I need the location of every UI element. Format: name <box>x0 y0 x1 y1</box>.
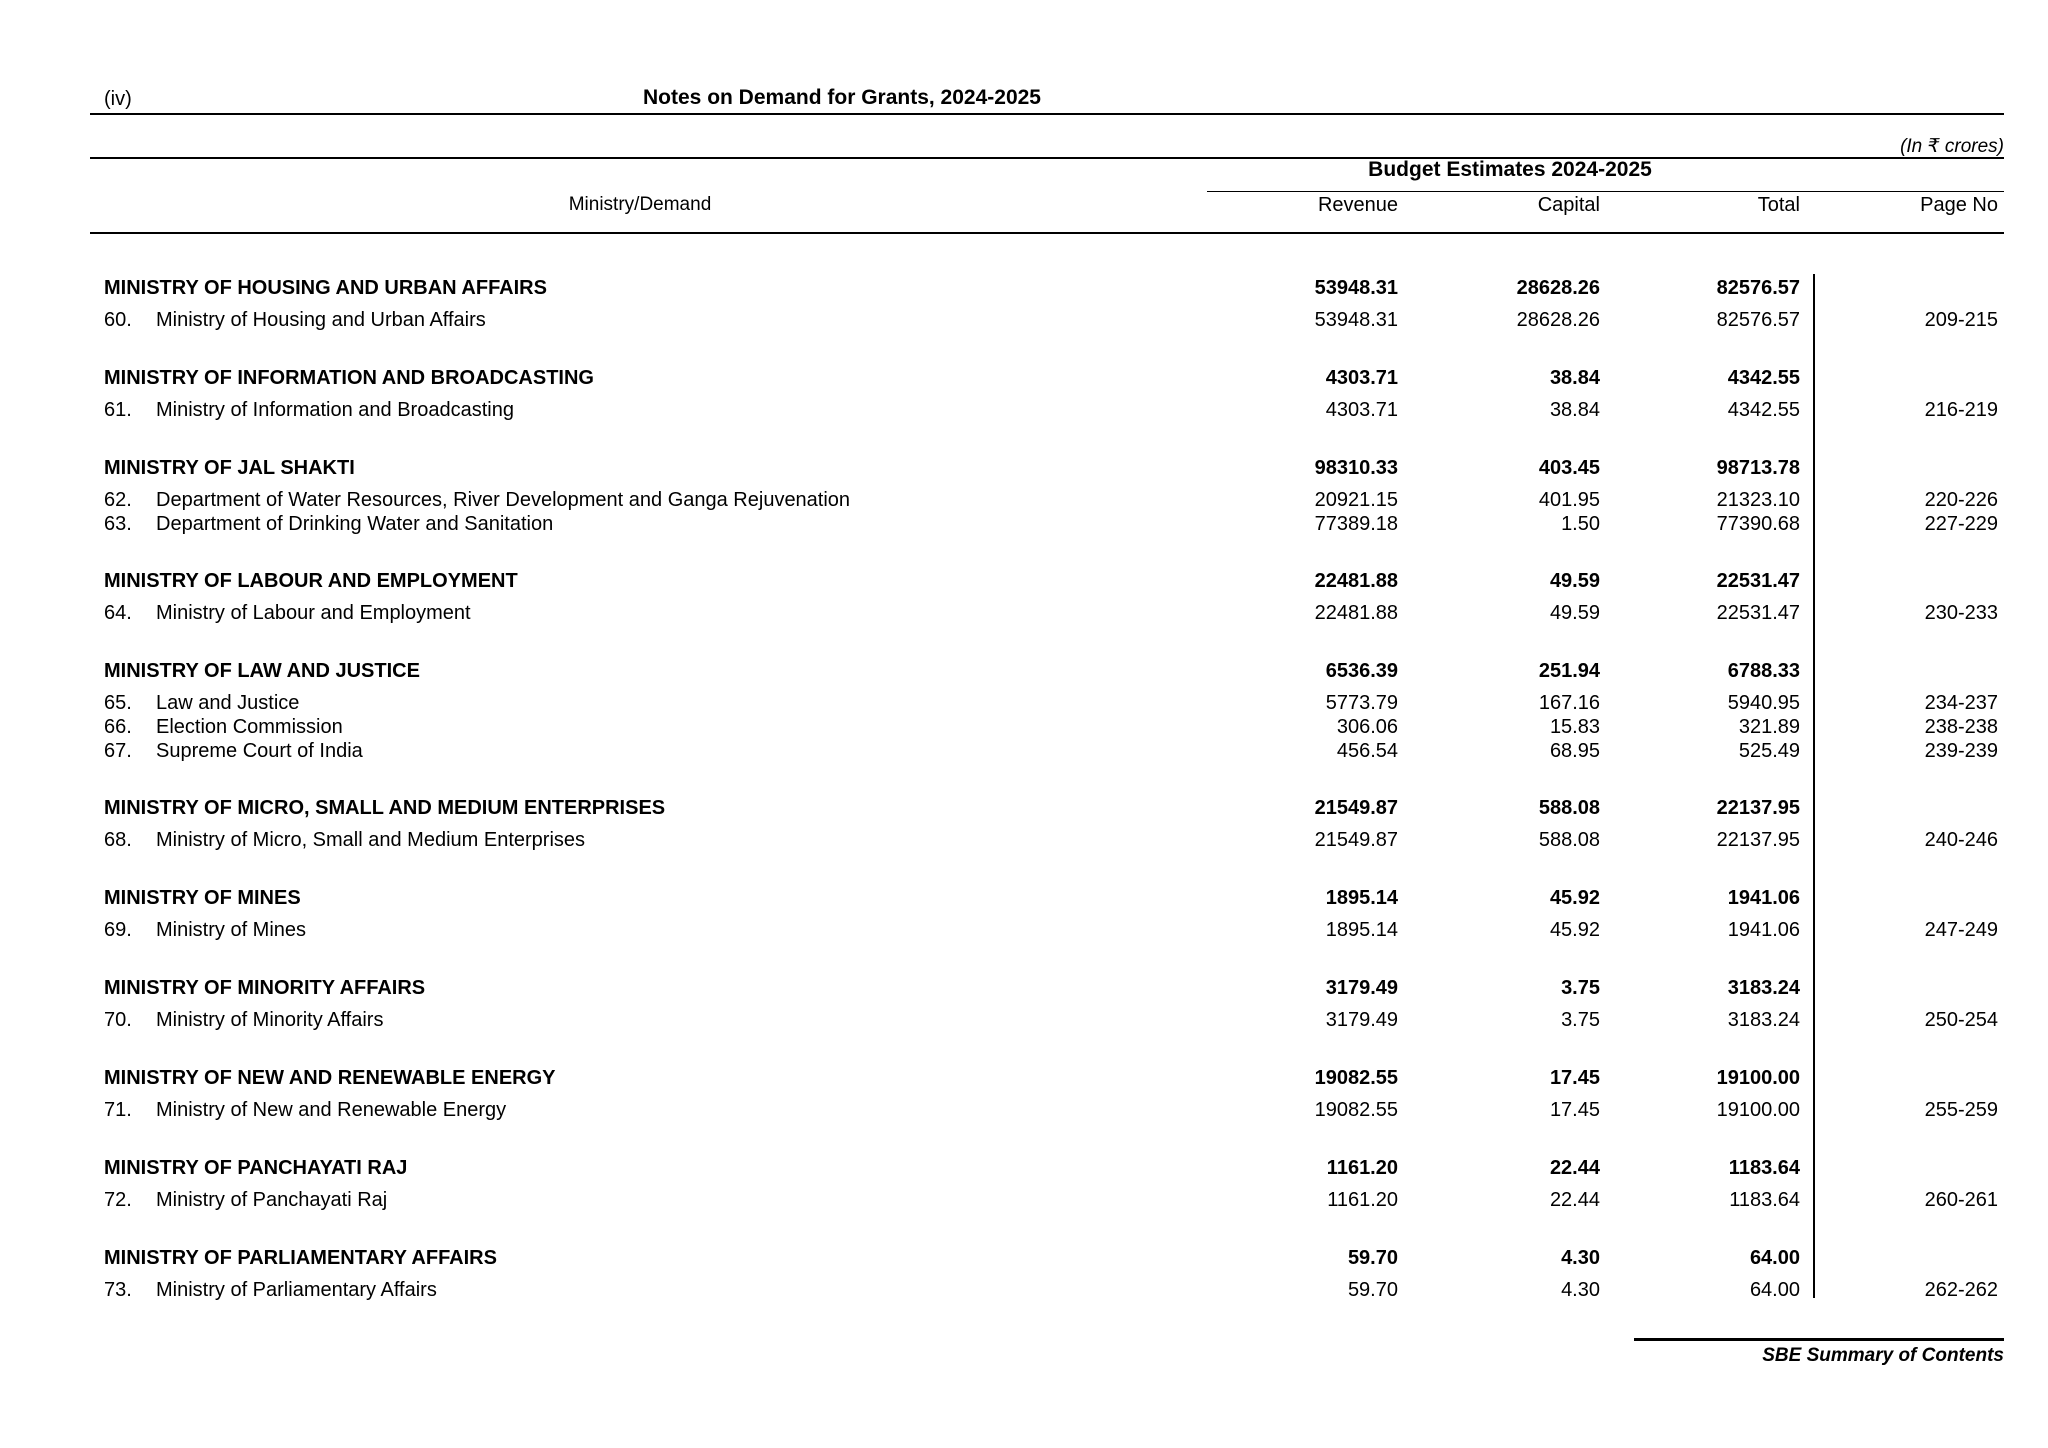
budget-estimates-heading: Budget Estimates 2024-2025 <box>1368 158 1652 181</box>
ministry-title: MINISTRY OF LAW AND JUSTICE <box>104 660 420 682</box>
ministry-title: MINISTRY OF INFORMATION AND BROADCASTING <box>104 367 594 389</box>
demand-revenue: 456.54 <box>1336 740 1398 762</box>
ministry-total: 1941.06 <box>1727 887 1800 909</box>
demand-page-no: 247-249 <box>1924 919 1998 941</box>
demand-name: Ministry of Parliamentary Affairs <box>156 1279 437 1301</box>
demand-row <box>0 511 2048 537</box>
demand-capital: 17.45 <box>1549 1099 1600 1121</box>
demand-page-no: 216-219 <box>1924 399 1998 421</box>
ministry-revenue: 59.70 <box>1347 1247 1398 1269</box>
demand-revenue: 4303.71 <box>1325 399 1398 421</box>
ministry-total: 1183.64 <box>1728 1157 1800 1179</box>
demand-capital: 4.30 <box>1561 1279 1600 1301</box>
ministry-row <box>0 658 2048 684</box>
demand-capital: 22.44 <box>1549 1189 1600 1211</box>
ministry-revenue: 3179.49 <box>1325 977 1398 999</box>
demand-total: 19100.00 <box>1716 1099 1800 1121</box>
demand-revenue: 1895.14 <box>1325 919 1398 941</box>
demand-row <box>0 1277 2048 1303</box>
demand-capital: 588.08 <box>1538 829 1600 851</box>
demand-page-no: 209-215 <box>1924 309 1998 331</box>
demand-row <box>0 600 2048 626</box>
demand-page-no: 255-259 <box>1924 1099 1998 1121</box>
demand-row <box>0 690 2048 716</box>
demand-page-no: 239-239 <box>1924 740 1998 762</box>
demand-name: Department of Water Resources, River Development and Ganga Rejuvenation <box>156 489 851 511</box>
title-rule <box>90 113 2004 115</box>
ministry-title: MINISTRY OF HOUSING AND URBAN AFFAIRS <box>104 277 547 299</box>
ministry-revenue: 22481.88 <box>1314 570 1398 592</box>
ministry-revenue: 98310.33 <box>1314 457 1398 479</box>
demand-revenue: 53948.31 <box>1314 309 1398 331</box>
demand-name: Ministry of New and Renewable Energy <box>156 1099 507 1121</box>
ministry-row <box>0 975 2048 1001</box>
demand-total: 22531.47 <box>1716 602 1800 624</box>
demand-name: Supreme Court of India <box>156 740 363 762</box>
demand-page-no: 227-229 <box>1924 513 1998 535</box>
total-header: Total <box>1757 194 1800 216</box>
ministry-revenue: 53948.31 <box>1314 277 1398 299</box>
demand-number: 69. <box>104 919 132 941</box>
demand-capital: 45.92 <box>1549 919 1600 941</box>
demand-row <box>0 1007 2048 1033</box>
ministry-total: 3183.24 <box>1727 977 1800 999</box>
ministry-total: 19100.00 <box>1716 1067 1800 1089</box>
demand-number: 66. <box>104 716 132 738</box>
demand-revenue: 20921.15 <box>1314 489 1398 511</box>
demand-revenue: 5773.79 <box>1325 692 1398 714</box>
ministry-total: 4342.55 <box>1727 367 1800 389</box>
demand-capital: 3.75 <box>1561 1009 1600 1031</box>
demand-capital: 28628.26 <box>1516 309 1600 331</box>
demand-total: 64.00 <box>1749 1279 1800 1301</box>
ministry-revenue: 1895.14 <box>1325 887 1398 909</box>
ministry-row <box>0 365 2048 391</box>
demand-number: 65. <box>104 692 132 714</box>
demand-number: 63. <box>104 513 132 535</box>
demand-number: 61. <box>104 399 132 421</box>
ministry-total: 22137.95 <box>1716 797 1800 819</box>
ministry-title: MINISTRY OF MINORITY AFFAIRS <box>104 977 426 999</box>
demand-capital: 38.84 <box>1549 399 1600 421</box>
ministry-revenue: 4303.71 <box>1325 367 1398 389</box>
demand-page-no: 262-262 <box>1924 1279 1998 1301</box>
ministry-row <box>0 795 2048 821</box>
demand-total: 4342.55 <box>1727 399 1800 421</box>
footer-link[interactable]: SBE Summary of Contents <box>1762 1345 2004 1366</box>
demand-page-no: 238-238 <box>1924 716 1998 738</box>
demand-total: 321.89 <box>1738 716 1800 738</box>
ministry-row <box>0 455 2048 481</box>
demand-capital: 167.16 <box>1538 692 1600 714</box>
demand-page-no: 250-254 <box>1924 1009 1998 1031</box>
demand-row <box>0 917 2048 943</box>
ministry-title: MINISTRY OF JAL SHAKTI <box>104 457 355 479</box>
demand-name: Ministry of Labour and Employment <box>156 602 471 624</box>
ministry-capital: 403.45 <box>1538 457 1600 479</box>
demand-row <box>0 714 2048 740</box>
demand-total: 77390.68 <box>1716 513 1800 535</box>
demand-total: 5940.95 <box>1727 692 1800 714</box>
demand-revenue: 1161.20 <box>1327 1189 1398 1211</box>
ministry-row <box>0 885 2048 911</box>
demand-row <box>0 307 2048 333</box>
demand-page-no: 234-237 <box>1924 692 1998 714</box>
demand-revenue: 3179.49 <box>1325 1009 1398 1031</box>
demand-number: 60. <box>104 309 132 331</box>
ministry-total: 64.00 <box>1749 1247 1800 1269</box>
demand-name: Ministry of Mines <box>156 919 307 941</box>
ministry-capital: 28628.26 <box>1516 277 1600 299</box>
demand-capital: 1.50 <box>1561 513 1600 535</box>
page-title: Notes on Demand for Grants, 2024-2025 <box>643 86 1041 109</box>
demand-number: 71. <box>104 1099 132 1121</box>
footer-rule <box>1634 1338 2004 1341</box>
ministry-row <box>0 568 2048 594</box>
demand-revenue: 19082.55 <box>1314 1099 1398 1121</box>
demand-name: Ministry of Micro, Small and Medium Enterprises <box>156 829 586 851</box>
demand-row <box>0 1187 2048 1213</box>
demand-total: 21323.10 <box>1716 489 1800 511</box>
ministry-title: MINISTRY OF LABOUR AND EMPLOYMENT <box>104 570 518 592</box>
demand-number: 72. <box>104 1189 132 1211</box>
demand-page-no: 220-226 <box>1924 489 1998 511</box>
ministry-revenue: 21549.87 <box>1314 797 1398 819</box>
ministry-capital: 4.30 <box>1561 1247 1600 1269</box>
demand-page-no: 260-261 <box>1924 1189 1998 1211</box>
ministry-row <box>0 1245 2048 1271</box>
ministry-capital: 45.92 <box>1549 887 1600 909</box>
demand-name: Ministry of Panchayati Raj <box>156 1189 388 1211</box>
demand-name: Ministry of Minority Affairs <box>156 1009 384 1031</box>
demand-number: 68. <box>104 829 132 851</box>
ministry-revenue: 6536.39 <box>1325 660 1398 682</box>
header-bottom-rule <box>90 232 2004 234</box>
demand-row <box>0 397 2048 423</box>
ministry-total: 6788.33 <box>1727 660 1800 682</box>
demand-number: 73. <box>104 1279 132 1301</box>
demand-number: 64. <box>104 602 132 624</box>
ministry-row <box>0 1065 2048 1091</box>
demand-number: 62. <box>104 489 132 511</box>
demand-name: Ministry of Housing and Urban Affairs <box>156 309 486 331</box>
ministry-title: MINISTRY OF NEW AND RENEWABLE ENERGY <box>104 1067 556 1089</box>
budget-group-rule <box>1207 191 2004 192</box>
revenue-header: Revenue <box>1317 194 1398 216</box>
units-note: (In ₹ crores) <box>1900 136 2004 157</box>
demand-name: Law and Justice <box>156 692 300 714</box>
ministry-capital: 38.84 <box>1549 367 1600 389</box>
demand-name: Election Commission <box>156 716 343 738</box>
demand-total: 22137.95 <box>1716 829 1800 851</box>
ministry-revenue: 1161.20 <box>1326 1157 1398 1179</box>
demand-revenue: 77389.18 <box>1314 513 1398 535</box>
demand-total: 525.49 <box>1738 740 1800 762</box>
page-column-divider <box>1813 274 1815 1298</box>
ministry-demand-header: Ministry/Demand <box>568 194 712 215</box>
demand-total: 3183.24 <box>1727 1009 1800 1031</box>
demand-capital: 49.59 <box>1549 602 1600 624</box>
demand-capital: 15.83 <box>1549 716 1600 738</box>
demand-name: Department of Drinking Water and Sanitation <box>156 513 554 535</box>
ministry-total: 98713.78 <box>1716 457 1800 479</box>
demand-revenue: 306.06 <box>1336 716 1398 738</box>
ministry-capital: 3.75 <box>1561 977 1600 999</box>
demand-number: 70. <box>104 1009 132 1031</box>
capital-header: Capital <box>1537 194 1600 216</box>
demand-revenue: 22481.88 <box>1314 602 1398 624</box>
ministry-row <box>0 275 2048 301</box>
page-number-label: (iv) <box>104 88 132 110</box>
demand-page-no: 230-233 <box>1924 602 1998 624</box>
ministry-revenue: 19082.55 <box>1314 1067 1398 1089</box>
ministry-title: MINISTRY OF PARLIAMENTARY AFFAIRS <box>104 1247 497 1269</box>
ministry-capital: 22.44 <box>1549 1157 1600 1179</box>
demand-name: Ministry of Information and Broadcasting <box>156 399 514 421</box>
ministry-capital: 251.94 <box>1538 660 1600 682</box>
ministry-title: MINISTRY OF MINES <box>104 887 301 909</box>
demand-row <box>0 487 2048 513</box>
ministry-total: 82576.57 <box>1716 277 1800 299</box>
demand-total: 1941.06 <box>1727 919 1800 941</box>
demand-total: 82576.57 <box>1716 309 1800 331</box>
demand-row <box>0 827 2048 853</box>
ministry-title: MINISTRY OF PANCHAYATI RAJ <box>104 1157 408 1179</box>
ministry-capital: 17.45 <box>1549 1067 1600 1089</box>
demand-capital: 68.95 <box>1549 740 1600 762</box>
demand-revenue: 59.70 <box>1347 1279 1398 1301</box>
demand-row <box>0 738 2048 764</box>
ministry-title: MINISTRY OF MICRO, SMALL AND MEDIUM ENTERPRISES <box>104 797 666 819</box>
demand-number: 67. <box>104 740 132 762</box>
demand-page-no: 240-246 <box>1924 829 1998 851</box>
page-no-header: Page No <box>1920 194 1998 216</box>
demand-capital: 401.95 <box>1538 489 1600 511</box>
demand-total: 1183.64 <box>1729 1189 1800 1211</box>
demand-row <box>0 1097 2048 1123</box>
ministry-capital: 588.08 <box>1538 797 1600 819</box>
demand-revenue: 21549.87 <box>1314 829 1398 851</box>
ministry-row <box>0 1155 2048 1181</box>
ministry-capital: 49.59 <box>1549 570 1600 592</box>
ministry-total: 22531.47 <box>1716 570 1800 592</box>
